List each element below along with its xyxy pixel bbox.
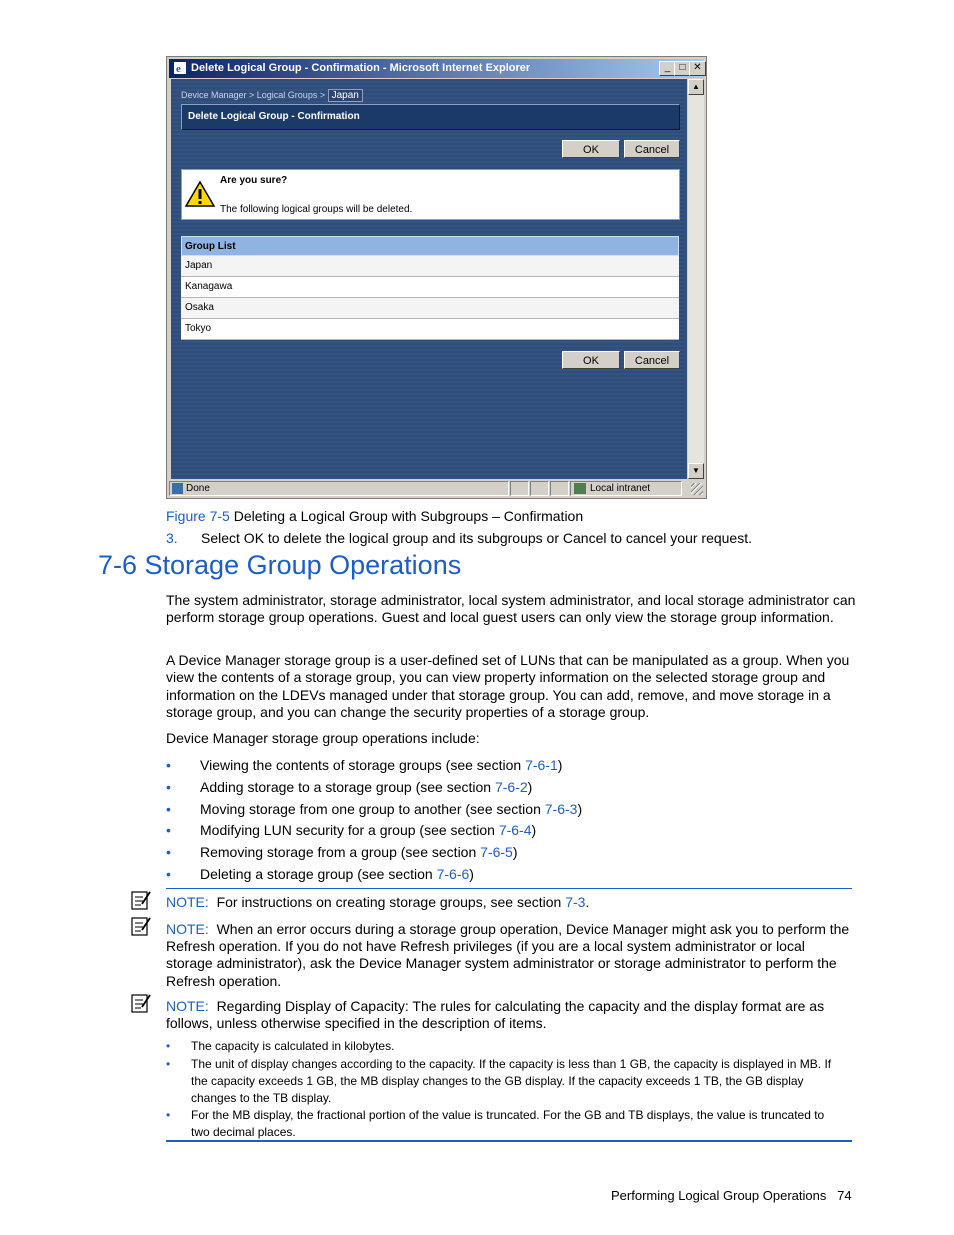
confirmation-box <box>181 169 680 220</box>
group-list-header: Group List <box>181 236 679 256</box>
list-item <box>166 866 856 883</box>
list-item-end: ) <box>469 865 474 882</box>
list-item-text: Moving storage from one group to another (see section <box>200 800 545 817</box>
capacity-rules-list <box>166 1038 842 1141</box>
list-item-end: ) <box>577 800 583 817</box>
note-1 <box>166 894 852 911</box>
cancel-button-bottom[interactable]: Cancel <box>624 351 680 369</box>
step-item <box>166 530 752 546</box>
note-text: Regarding Display of Capacity: The rules for calculating the capacity and the display format are as follows, unless otherwise specified in the description of items. <box>166 998 825 1032</box>
list-item-text: Deleting a storage group (see section <box>200 865 437 882</box>
cancel-button-top[interactable]: Cancel <box>624 140 680 158</box>
figure-caption-text: Deleting a Logical Group with Subgroups – Confirmation <box>229 508 584 524</box>
vertical-scrollbar[interactable] <box>688 79 704 479</box>
table-row: Kanagawa <box>181 277 679 298</box>
list-item <box>166 844 856 861</box>
list-item: • For the MB display, the fractional portion of the value is truncated. For the GB and TB displays, the value is truncated to two decimal places. <box>166 1107 842 1141</box>
window-title-bar <box>169 59 704 78</box>
paragraph: Device Manager storage group operations include: <box>166 730 480 746</box>
warning-icon <box>184 180 216 208</box>
note-icon <box>130 889 152 911</box>
status-text: Done <box>186 483 210 494</box>
list-item: • The unit of display changes according to the capacity. If the capacity is less than 1 GB, the capacity is displayed in MB. If the capacity exceeds 1 GB, the MB display changes to the GB display. If the capacity exceeds 1 TB, the GB display changes to the TB display. <box>166 1056 842 1107</box>
section-link[interactable]: 7-6-1 <box>525 757 558 773</box>
note-end: . <box>585 894 590 910</box>
breadcrumb-current: Japan <box>328 89 363 102</box>
ie-window-screenshot <box>166 56 707 499</box>
list-item-text: Adding storage to a storage group (see section <box>200 778 495 795</box>
page-done-icon <box>172 483 183 494</box>
breadcrumb-path[interactable]: Device Manager > Logical Groups > <box>181 90 326 100</box>
confirm-question: Are you sure? <box>220 175 288 186</box>
note-divider <box>166 888 852 889</box>
svg-text:e: e <box>176 63 181 75</box>
note-icon <box>130 992 152 1014</box>
scroll-up-arrow-icon[interactable]: ▲ <box>688 79 704 95</box>
note-label: NOTE: <box>166 894 209 910</box>
section-link[interactable]: 7-6-5 <box>480 844 513 861</box>
section-link[interactable]: 7-6-2 <box>494 778 528 795</box>
ie-icon <box>173 61 187 75</box>
status-panel-empty <box>510 481 529 496</box>
window-title: Delete Logical Group - Confirmation - Microsoft Internet Explorer <box>191 62 531 74</box>
section-link[interactable]: 7-6-4 <box>498 822 532 839</box>
list-item-text: Removing storage from a group (see section <box>200 844 481 861</box>
minimize-button[interactable]: _ <box>659 61 676 76</box>
list-item-end: ) <box>527 778 533 795</box>
status-panel-empty <box>550 481 569 496</box>
zone-panel <box>570 481 682 496</box>
note-text: When an error occurs during a storage group operation, Device Manager might ask you to perform the Refresh operation. If you do not have Refresh privileges (if you are a local system administrator or local storage administrator), ask the Device Manager system administrator or storage administrator to perform the Refresh operation. <box>166 921 850 989</box>
note-label: NOTE: <box>166 998 209 1014</box>
section-link[interactable]: 7-6-3 <box>544 800 578 817</box>
note-text: For instructions on creating storage groups, see section <box>216 894 566 910</box>
maximize-button[interactable]: □ <box>674 61 691 76</box>
note-3 <box>166 998 852 1032</box>
figure-caption <box>166 508 583 524</box>
note-label: NOTE: <box>166 921 209 937</box>
list-item-end: ) <box>531 822 537 839</box>
list-item <box>166 779 856 796</box>
paragraph: A Device Manager storage group is a user-defined set of LUNs that can be manipulated as a group. When you view the contents of a storage group, you can view property information on the selected storage group and information on the LDEVs managed under that storage group. You can add, remove, and move storage in a storage group, and you can change the security properties of a storage group. <box>166 652 850 720</box>
page-footer: Performing Logical Group Operations 74 <box>611 1188 852 1203</box>
figure-caption-label: Figure 7-5 <box>166 508 230 524</box>
group-list-table <box>181 236 679 340</box>
list-item-end: ) <box>512 844 518 861</box>
group-list-rows <box>181 256 679 340</box>
list-item <box>166 757 856 774</box>
list-item-text: Modifying LUN security for a group (see section <box>200 822 499 839</box>
page-content <box>171 79 687 479</box>
note-end-divider <box>166 1140 852 1142</box>
section-heading: 7-6 Storage Group Operations <box>98 550 462 580</box>
table-row: Tokyo <box>181 319 679 340</box>
page-title: Delete Logical Group - Confirmation <box>188 111 360 122</box>
note-icon <box>130 915 152 937</box>
paragraph: The system administrator, storage administrator, local system administrator, and local storage administrator can perform storage group operations. Guest and local guest users can only view the storage group information. <box>166 592 856 626</box>
status-panel <box>169 481 509 496</box>
ok-button-top[interactable]: OK <box>562 140 620 158</box>
zone-text: Local intranet <box>590 483 651 494</box>
note-2 <box>166 921 852 990</box>
list-item-text: Viewing the contents of storage groups (see section <box>200 757 526 773</box>
list-item <box>166 801 856 818</box>
intranet-icon <box>574 483 586 494</box>
table-row: Japan <box>181 256 679 277</box>
resize-grip-icon[interactable] <box>691 483 703 495</box>
ok-button-bottom[interactable]: OK <box>562 351 620 369</box>
page-title-bar <box>181 104 680 130</box>
operations-list <box>166 757 856 883</box>
close-button[interactable]: ✕ <box>689 61 706 76</box>
table-row: Osaka <box>181 298 679 319</box>
status-panel-empty <box>530 481 549 496</box>
scroll-down-arrow-icon[interactable]: ▼ <box>688 463 704 479</box>
confirm-message: The following logical groups will be deleted. <box>220 204 413 215</box>
list-item: • The capacity is calculated in kilobytes. <box>166 1038 842 1055</box>
section-link[interactable]: 7-3 <box>565 894 586 910</box>
list-item <box>166 822 856 839</box>
section-link[interactable]: 7-6-6 <box>436 865 470 882</box>
breadcrumb <box>181 89 363 102</box>
step-text: Select OK to delete the logical group and its subgroups or Cancel to cancel your request. <box>201 530 752 546</box>
step-number: 3. <box>166 530 178 546</box>
list-item-end: ) <box>557 757 563 773</box>
status-bar <box>169 480 704 498</box>
